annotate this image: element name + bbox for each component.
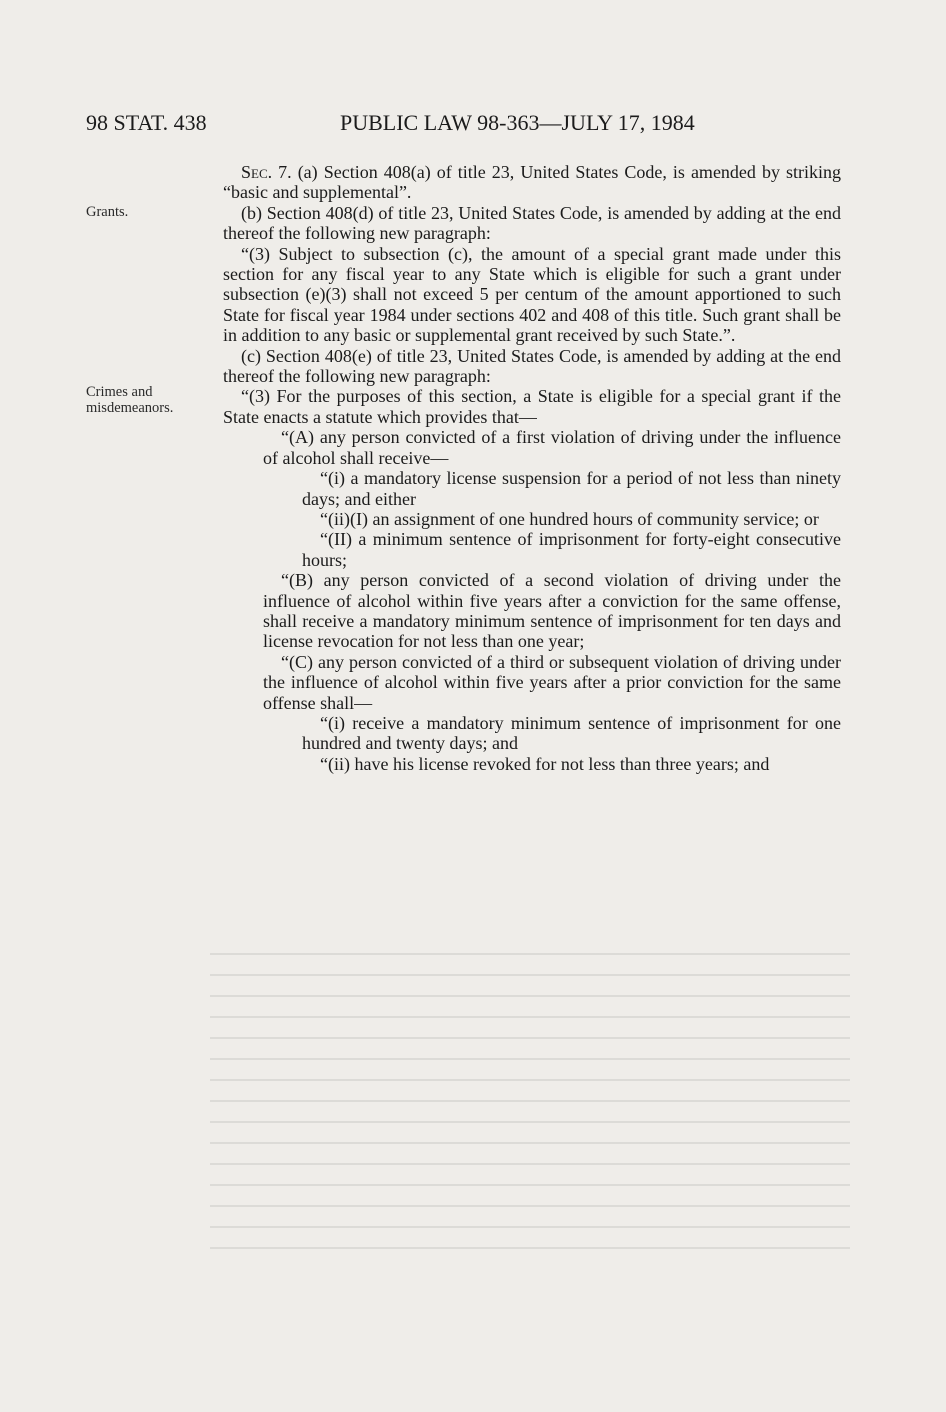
subparagraph-b: “(B) any person convicted of a second violation of driving under the influence of alcohol within five years after a conviction for the same offense, shall receive a mandatory minimum sentence of imprisonment for ten days and license revocation for not less than one year; (263, 570, 841, 652)
law-title: PUBLIC LAW 98-363—JULY 17, 1984 (340, 110, 695, 135)
paragraph-sec-7a (223, 162, 841, 203)
paragraph-sec-7a-text: 7. (a) Section 408(a) of title 23, United States Code, is amended by striking “basic and supplemental”. (223, 162, 841, 203)
margin-note-crimes (86, 384, 173, 416)
subclause-a-ii-ii: “(II) a minimum sentence of imprisonment for forty-eight consecutive hours; (302, 529, 841, 570)
clause-c-ii: “(ii) have his license revoked for not less than three years; and (320, 753, 770, 774)
margin-note-grants: Grants. (86, 204, 129, 220)
clause-a-ii-i: “(ii)(I) an assignment of one hundred hours of community service; or (320, 508, 819, 529)
clause-a-i: “(i) a mandatory license suspension for a period of not less than ninety days; and either (302, 468, 841, 509)
margin-note-crimes-line1: Crimes and (86, 384, 153, 400)
bleed-through-texture (210, 940, 850, 1260)
paragraph-c: (c) Section 408(e) of title 23, United States Code, is amended by adding at the end thereof the following new paragraph: (223, 345, 841, 387)
paragraph-b: (b) Section 408(d) of title 23, United States Code, is amended by adding at the end thereof the following new paragraph: (223, 202, 841, 244)
subparagraph-a: “(A) any person convicted of a first violation of driving under the influence of alcohol shall receive— (263, 427, 841, 468)
paragraph-b-3: “(3) Subject to subsection (c), the amount of a special grant made under this section for any fiscal year to any State which is eligible for such a grant under subsection (e)(3) shall not exceed 5 per centum of the amount apportioned to such State for fiscal year 1984 under sections 402 and 408 of this title. Such grant shall be in addition to any basic or supplemental grant received by such State.”. (223, 243, 841, 346)
page-header (86, 110, 846, 140)
paragraph-c-3: “(3) For the purposes of this section, a State is eligible for a special grant if the State enacts a statute which provides that— (223, 386, 841, 427)
section-label: Sec. (241, 162, 273, 182)
clause-c-i: “(i) receive a mandatory minimum sentence of imprisonment for one hundred and twenty days; and (302, 712, 841, 754)
stat-reference: 98 STAT. 438 (86, 110, 207, 135)
statute-body (223, 162, 841, 774)
margin-note-crimes-line2: misdemeanors. (86, 400, 174, 416)
subparagraph-c: “(C) any person convicted of a third or subsequent violation of driving under the influence of alcohol within five years after a prior conviction for the same offense shall— (263, 651, 841, 713)
